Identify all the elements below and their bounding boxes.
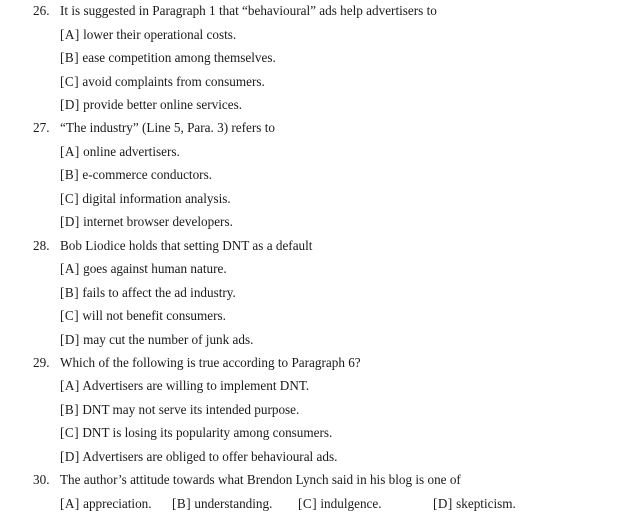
question-number: 30. xyxy=(33,472,50,487)
question-26-option-d xyxy=(60,97,242,113)
question-27-option-d xyxy=(60,214,233,230)
question-number: 26. xyxy=(33,3,50,18)
question-26-option-a xyxy=(60,27,236,43)
question-28-option-d xyxy=(60,332,253,348)
option-label: [D] xyxy=(60,332,80,347)
option-label: [C] xyxy=(60,308,80,323)
option-text: understanding. xyxy=(194,496,273,511)
option-text: online advertisers. xyxy=(83,144,180,159)
option-label: [D] xyxy=(60,97,80,112)
question-30-option-a xyxy=(60,496,152,512)
option-label: [D] xyxy=(60,449,80,464)
question-29-option-b xyxy=(60,402,299,418)
question-27-option-c xyxy=(60,191,231,207)
option-label: [A] xyxy=(60,27,80,42)
question-29-option-d xyxy=(60,449,337,465)
question-27-option-a xyxy=(60,144,180,160)
question-28-option-b xyxy=(60,285,236,301)
option-label: [A] xyxy=(60,261,80,276)
option-label: [C] xyxy=(60,191,80,206)
question-number: 29. xyxy=(33,355,50,370)
question-text: Bob Liodice holds that setting DNT as a default xyxy=(60,238,313,253)
question-number: 27. xyxy=(33,120,50,135)
option-text: goes against human nature. xyxy=(83,261,227,276)
question-30-options-row xyxy=(60,496,560,512)
option-text: avoid complaints from consumers. xyxy=(82,74,265,89)
question-29-option-c xyxy=(60,425,332,441)
question-28-stem xyxy=(33,238,312,254)
question-30-option-b xyxy=(172,496,272,512)
question-28-option-c xyxy=(60,308,226,324)
option-label: [C] xyxy=(60,74,80,89)
option-text: Advertisers are obliged to offer behavioural ads. xyxy=(82,449,338,464)
option-label: [B] xyxy=(60,402,80,417)
option-label: [A] xyxy=(60,496,80,511)
option-text: digital information analysis. xyxy=(82,191,231,206)
option-label: [D] xyxy=(60,214,80,229)
option-text: DNT may not serve its intended purpose. xyxy=(82,402,300,417)
question-30-option-c xyxy=(298,496,382,512)
option-text: indulgence. xyxy=(320,496,382,511)
option-label: [A] xyxy=(60,378,80,393)
option-label: [B] xyxy=(60,50,80,65)
question-text: Which of the following is true according to Paragraph 6? xyxy=(60,355,361,370)
option-text: may cut the number of junk ads. xyxy=(83,332,254,347)
option-text: skepticism. xyxy=(456,496,516,511)
option-text: will not benefit consumers. xyxy=(82,308,226,323)
question-29-option-a xyxy=(60,378,309,394)
option-label: [D] xyxy=(433,496,453,511)
question-text: The author’s attitude towards what Brendon Lynch said in his blog is one of xyxy=(60,472,461,487)
question-26-option-c xyxy=(60,74,265,90)
option-label: [B] xyxy=(60,285,80,300)
question-text: It is suggested in Paragraph 1 that “behavioural” ads help advertisers to xyxy=(60,3,437,18)
option-text: ease competition among themselves. xyxy=(82,50,276,65)
option-label: [A] xyxy=(60,144,80,159)
option-label: [B] xyxy=(60,167,80,182)
option-text: lower their operational costs. xyxy=(83,27,237,42)
option-label: [C] xyxy=(60,425,80,440)
question-28-option-a xyxy=(60,261,227,277)
option-label: [C] xyxy=(298,496,318,511)
option-text: appreciation. xyxy=(83,496,152,511)
option-text: Advertisers are willing to implement DNT. xyxy=(82,378,310,393)
question-26-stem xyxy=(33,3,437,19)
question-30-stem xyxy=(33,472,461,488)
question-number: 28. xyxy=(33,238,50,253)
option-text: fails to affect the ad industry. xyxy=(82,285,236,300)
question-30-option-d xyxy=(433,496,516,512)
option-text: internet browser developers. xyxy=(83,214,233,229)
option-text: DNT is losing its popularity among consumers. xyxy=(82,425,333,440)
question-29-stem xyxy=(33,355,361,371)
question-26-option-b xyxy=(60,50,276,66)
option-text: e-commerce conductors. xyxy=(82,167,213,182)
question-text: “The industry” (Line 5, Para. 3) refers to xyxy=(60,120,275,135)
question-27-option-b xyxy=(60,167,212,183)
question-27-stem xyxy=(33,120,275,136)
option-label: [B] xyxy=(172,496,192,511)
option-text: provide better online services. xyxy=(83,97,243,112)
